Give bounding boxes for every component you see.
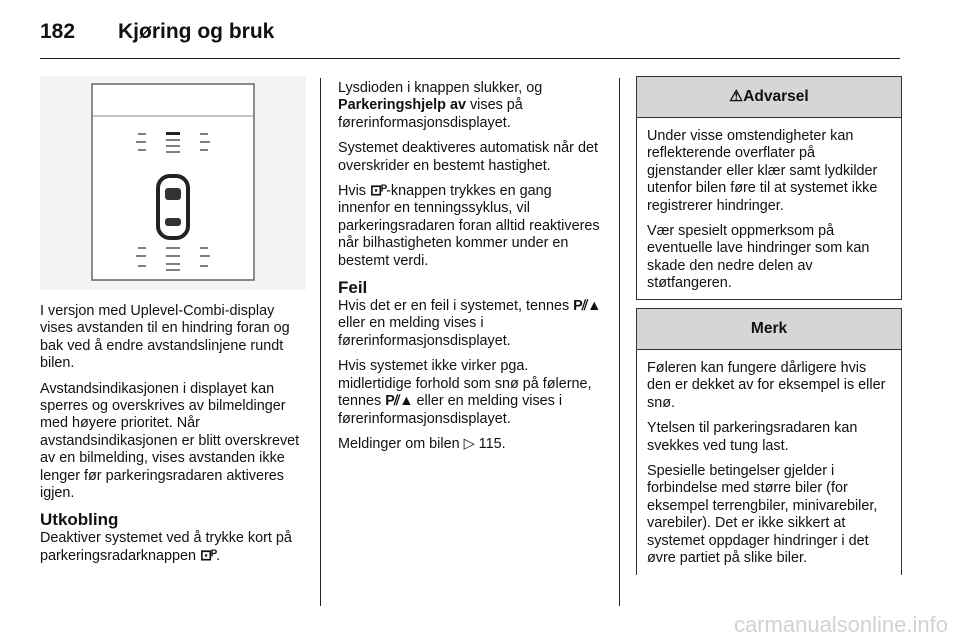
paragraph: Avstandsindikasjonen i displayet kan sperres og overskrives av bilmeldinger med høyere prioritet. Når avstandsindikasjonen er blitt overskrevet av en bilmelding, vises avstanden ikke lenger før parkeringsradaren aktiveres igjen. [40, 380, 300, 502]
parking-fault-icon: P⫽▲ [573, 298, 601, 315]
column-1: I versjon med Uplevel-Combi-display vises avstanden til en hindring foran og bak ved å endre avstandslinjene rundt bilen. Avstandsindikasjonen i displayet kan sperres og overskrives av bilmeldinger med høyere prioritet. Når avstandsindikasjonen er blitt overskrevet av en bilmelding, vises avstanden ikke lenger før parkeringsradaren aktiveres igjen. Utkobling Deaktiver systemet ved å trykke kort på parkeringsradarknappen ⊡ᴾ. [40, 303, 306, 573]
parking-fault-icon: P⫽▲ [385, 393, 413, 410]
heading-feil: Feil [338, 278, 368, 298]
warning-box-body [637, 118, 901, 309]
paragraph: Deaktiver systemet ved å trykke kort på parkeringsradarknappen [40, 530, 292, 564]
warning-box-title: ⚠Advarsel [637, 77, 901, 118]
warning-box [636, 76, 902, 300]
column-2: Lysdioden i knappen slukker, og Parkeringshjelp av vises på førerinformasjonsdisplayet. Systemet deaktiveres automatisk når det overskrider en bestemt hastighet. Hvis ⊡ᴾ-knappen trykkes en gang innenfor en tenningssyklus, vil parkeringsradaren foran alltid reaktiveres når bilhastigheten kommer under en bestemt verdi. Feil Hvis det er en feil i systemet, tennes P⫽▲ eller en melding vises i førerinformasjonsdisplayet. Hvis systemet ikke virker pga. midlertidige forhold som snø på følerne, tennes P⫽▲ eller en melding vises i førerinformasjonsdisplayet. Meldinger om bilen ▷ 115. [338, 80, 604, 461]
paragraph: Under visse omstendigheter kan reflekterende overflater på gjenstander eller klær samt lydkilder utenfor bilen føre til at systemet ikke registrerer hindringer. [647, 128, 878, 214]
parking-radar-button-icon: ⊡ᴾ [369, 183, 387, 200]
car-top-view-icon [158, 176, 188, 238]
paragraph: I versjon med Uplevel-Combi-display vises avstanden til en hindring foran og bak ved å endre avstandslinjene rundt bilen. [40, 303, 290, 372]
paragraph: Ytelsen til parkeringsradaren kan svekkes ved tung last. [647, 420, 858, 454]
note-box [636, 308, 902, 575]
watermark: carmanualsonline.info [733, 612, 948, 637]
parking-display-graphic [40, 76, 306, 290]
heading-utkobling: Utkobling [40, 510, 119, 530]
parking-display-illustration [40, 76, 306, 290]
column-divider-1 [320, 78, 321, 606]
note-box-title: Merk [637, 309, 901, 350]
page-header [40, 20, 274, 44]
note-box-body [637, 350, 901, 583]
parking-radar-button-icon: ⊡ᴾ [200, 547, 217, 564]
header-rule [40, 58, 900, 59]
column-divider-2 [619, 78, 620, 606]
page-reference-link[interactable]: 115. [478, 435, 506, 452]
paragraph: Vær spesielt oppmerksom på eventuelle lave hindringer som kan skade den nedre delen av støtfangeren. [647, 223, 870, 292]
page-title: Kjøring og bruk [118, 20, 275, 43]
reference-arrow-icon: ▷ [463, 435, 475, 452]
page-number: 182 [40, 20, 76, 43]
warning-triangle-icon: ⚠ [729, 88, 744, 105]
paragraph: Spesielle betingelser gjelder i forbindelse med større biler (for eksempel terrengbiler, minivarebiler, varebiler). Det er ikke sikkert at systemet oppdager hindringer i det øvre partiet på slike biler. [647, 463, 878, 567]
paragraph: Systemet deaktiveres automatisk når det overskrider en bestemt hastighet. [338, 140, 598, 174]
display-message: Parkeringshjelp av [338, 97, 466, 114]
paragraph: Føleren kan fungere dårligere hvis den er dekket av for eksempel is eller snø. [647, 360, 886, 411]
